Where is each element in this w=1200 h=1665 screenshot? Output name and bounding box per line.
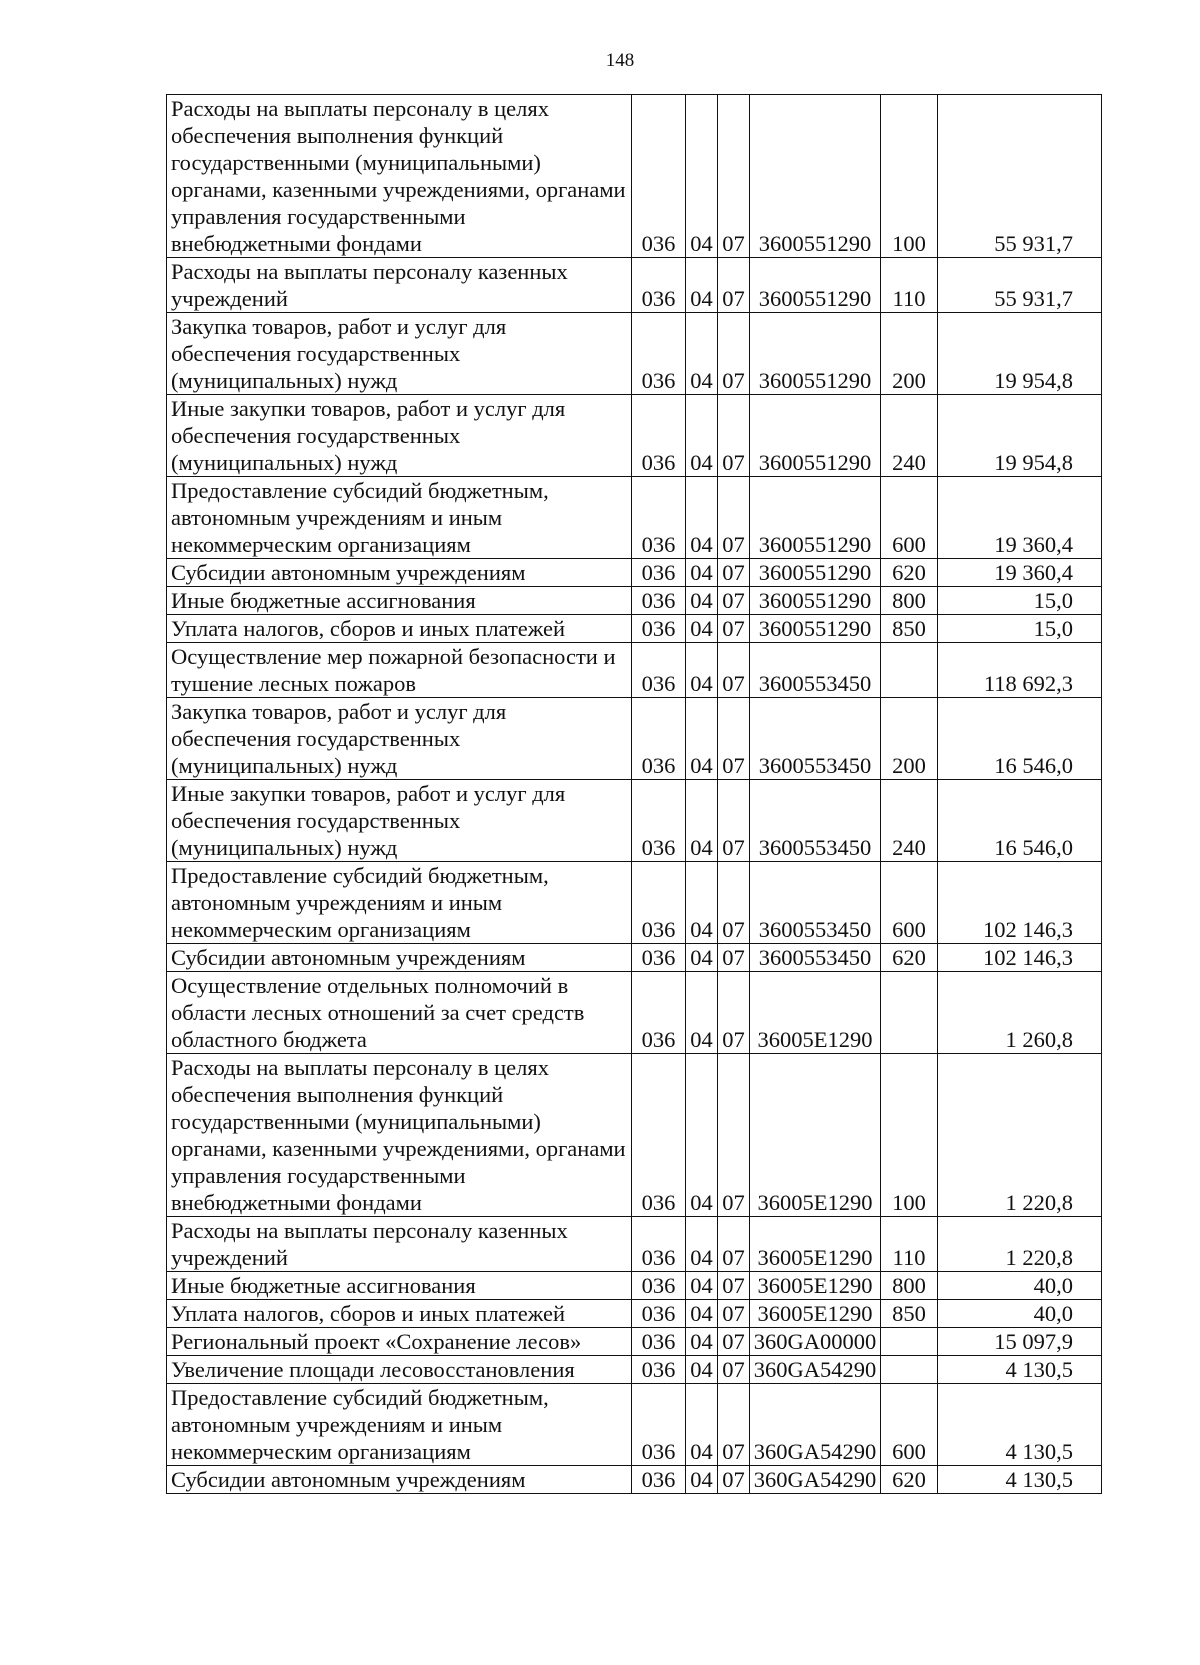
cell-grbs-code: 036 [632,258,686,313]
cell-grbs-code: 036 [632,698,686,780]
cell-section-code: 04 [686,1384,718,1466]
cell-expense-name: Осуществление мер пожарной безопасности и тушение лесных пожаров [167,643,632,698]
cell-subsection-code: 07 [718,395,750,477]
cell-subsection-code: 07 [718,1466,750,1494]
cell-expense-type-code: 800 [881,1272,938,1300]
cell-expense-name: Иные бюджетные ассигнования [167,587,632,615]
table-row [167,587,1102,615]
cell-expense-type-code: 240 [881,780,938,862]
cell-section-code: 04 [686,313,718,395]
table-row [167,780,1102,862]
table-row [167,698,1102,780]
cell-expense-type-code [881,1328,938,1356]
cell-expense-name: Субсидии автономным учреждениям [167,1466,632,1494]
cell-section-code: 04 [686,615,718,643]
cell-amount: 19 954,8 [938,313,1102,395]
cell-target-article-code: 360GA00000 [750,1328,881,1356]
cell-section-code: 04 [686,1272,718,1300]
cell-section-code: 04 [686,698,718,780]
cell-section-code: 04 [686,1356,718,1384]
cell-section-code: 04 [686,559,718,587]
cell-expense-type-code: 600 [881,862,938,944]
cell-expense-type-code: 110 [881,258,938,313]
cell-amount: 1 220,8 [938,1217,1102,1272]
budget-table-body [167,95,1102,1494]
cell-expense-type-code: 620 [881,559,938,587]
cell-expense-name: Расходы на выплаты персоналу в целях обеспечения выполнения функций государственными (муниципальными) органами, казенными учреждениями, органами управления государственными внебюджетными фондами [167,95,632,258]
cell-subsection-code: 07 [718,95,750,258]
table-row [167,944,1102,972]
cell-target-article-code: 3600551290 [750,258,881,313]
cell-expense-type-code [881,643,938,698]
cell-expense-name: Иные закупки товаров, работ и услуг для обеспечения государственных (муниципальных) нужд [167,780,632,862]
cell-expense-name: Закупка товаров, работ и услуг для обеспечения государственных (муниципальных) нужд [167,698,632,780]
cell-target-article-code: 3600553450 [750,780,881,862]
cell-expense-name: Расходы на выплаты персоналу казенных учреждений [167,1217,632,1272]
cell-section-code: 04 [686,477,718,559]
cell-amount: 118 692,3 [938,643,1102,698]
cell-expense-type-code: 620 [881,1466,938,1494]
cell-grbs-code: 036 [632,615,686,643]
cell-target-article-code: 36005E1290 [750,1272,881,1300]
cell-grbs-code: 036 [632,1466,686,1494]
cell-expense-name: Региональный проект «Сохранение лесов» [167,1328,632,1356]
cell-section-code: 04 [686,643,718,698]
cell-section-code: 04 [686,1328,718,1356]
table-row [167,95,1102,258]
cell-amount: 19 360,4 [938,559,1102,587]
cell-amount: 19 360,4 [938,477,1102,559]
cell-grbs-code: 036 [632,587,686,615]
cell-grbs-code: 036 [632,1300,686,1328]
cell-target-article-code: 360GA54290 [750,1466,881,1494]
cell-expense-name: Увеличение площади лесовосстановления [167,1356,632,1384]
table-row [167,1272,1102,1300]
table-row [167,1356,1102,1384]
cell-grbs-code: 036 [632,1054,686,1217]
cell-grbs-code: 036 [632,944,686,972]
cell-expense-name: Иные бюджетные ассигнования [167,1272,632,1300]
table-row [167,313,1102,395]
cell-section-code: 04 [686,258,718,313]
cell-subsection-code: 07 [718,559,750,587]
cell-grbs-code: 036 [632,1217,686,1272]
cell-amount: 16 546,0 [938,780,1102,862]
cell-amount: 102 146,3 [938,944,1102,972]
table-row [167,862,1102,944]
cell-amount: 4 130,5 [938,1384,1102,1466]
cell-amount: 40,0 [938,1300,1102,1328]
cell-section-code: 04 [686,395,718,477]
cell-expense-type-code: 200 [881,698,938,780]
cell-section-code: 04 [686,1217,718,1272]
cell-target-article-code: 36005E1290 [750,1300,881,1328]
cell-grbs-code: 036 [632,972,686,1054]
cell-expense-name: Субсидии автономным учреждениям [167,944,632,972]
cell-expense-name: Уплата налогов, сборов и иных платежей [167,1300,632,1328]
cell-amount: 1 220,8 [938,1054,1102,1217]
cell-expense-name: Расходы на выплаты персоналу в целях обеспечения выполнения функций государственными (муниципальными) органами, казенными учреждениями, органами управления государственными внебюджетными фондами [167,1054,632,1217]
budget-table [166,94,1102,1494]
cell-expense-name: Уплата налогов, сборов и иных платежей [167,615,632,643]
cell-expense-type-code: 200 [881,313,938,395]
cell-section-code: 04 [686,862,718,944]
cell-target-article-code: 3600551290 [750,559,881,587]
cell-expense-type-code [881,972,938,1054]
cell-amount: 4 130,5 [938,1356,1102,1384]
table-row [167,1384,1102,1466]
table-row [167,395,1102,477]
cell-target-article-code: 3600551290 [750,477,881,559]
cell-grbs-code: 036 [632,395,686,477]
cell-section-code: 04 [686,95,718,258]
cell-subsection-code: 07 [718,1054,750,1217]
cell-subsection-code: 07 [718,1272,750,1300]
cell-amount: 15,0 [938,615,1102,643]
cell-amount: 15 097,9 [938,1328,1102,1356]
table-row [167,1217,1102,1272]
cell-subsection-code: 07 [718,972,750,1054]
cell-expense-name: Предоставление субсидий бюджетным, автономным учреждениям и иным некоммерческим организациям [167,1384,632,1466]
cell-grbs-code: 036 [632,313,686,395]
cell-grbs-code: 036 [632,643,686,698]
cell-expense-type-code: 620 [881,944,938,972]
cell-target-article-code: 3600553450 [750,862,881,944]
page-number: 148 [605,50,635,71]
table-row [167,1300,1102,1328]
cell-target-article-code: 36005E1290 [750,1217,881,1272]
cell-amount: 55 931,7 [938,258,1102,313]
cell-subsection-code: 07 [718,698,750,780]
cell-grbs-code: 036 [632,780,686,862]
cell-amount: 102 146,3 [938,862,1102,944]
cell-section-code: 04 [686,1300,718,1328]
table-row [167,258,1102,313]
cell-subsection-code: 07 [718,615,750,643]
cell-target-article-code: 360GA54290 [750,1384,881,1466]
cell-subsection-code: 07 [718,258,750,313]
cell-target-article-code: 360GA54290 [750,1356,881,1384]
cell-expense-type-code: 800 [881,587,938,615]
cell-grbs-code: 036 [632,95,686,258]
cell-subsection-code: 07 [718,1356,750,1384]
cell-expense-type-code: 850 [881,1300,938,1328]
cell-target-article-code: 3600551290 [750,395,881,477]
table-row [167,643,1102,698]
cell-grbs-code: 036 [632,1384,686,1466]
cell-target-article-code: 3600551290 [750,95,881,258]
cell-subsection-code: 07 [718,944,750,972]
cell-expense-name: Предоставление субсидий бюджетным, автономным учреждениям и иным некоммерческим организациям [167,477,632,559]
cell-subsection-code: 07 [718,643,750,698]
cell-expense-type-code: 110 [881,1217,938,1272]
cell-section-code: 04 [686,972,718,1054]
cell-expense-name: Осуществление отдельных полномочий в области лесных отношений за счет средств областного бюджета [167,972,632,1054]
cell-section-code: 04 [686,587,718,615]
cell-grbs-code: 036 [632,1356,686,1384]
cell-subsection-code: 07 [718,477,750,559]
cell-target-article-code: 3600553450 [750,944,881,972]
cell-expense-type-code: 100 [881,95,938,258]
table-row [167,1328,1102,1356]
cell-subsection-code: 07 [718,1384,750,1466]
cell-grbs-code: 036 [632,862,686,944]
cell-grbs-code: 036 [632,1272,686,1300]
cell-expense-type-code [881,1356,938,1384]
cell-expense-name: Расходы на выплаты персоналу казенных учреждений [167,258,632,313]
cell-subsection-code: 07 [718,313,750,395]
cell-target-article-code: 3600551290 [750,587,881,615]
cell-grbs-code: 036 [632,477,686,559]
cell-target-article-code: 3600551290 [750,313,881,395]
cell-subsection-code: 07 [718,780,750,862]
cell-section-code: 04 [686,1054,718,1217]
cell-target-article-code: 3600553450 [750,643,881,698]
cell-amount: 19 954,8 [938,395,1102,477]
cell-section-code: 04 [686,944,718,972]
cell-subsection-code: 07 [718,862,750,944]
cell-expense-type-code: 100 [881,1054,938,1217]
cell-amount: 15,0 [938,587,1102,615]
cell-expense-type-code: 600 [881,477,938,559]
cell-amount: 1 260,8 [938,972,1102,1054]
cell-target-article-code: 3600551290 [750,615,881,643]
cell-expense-type-code: 600 [881,1384,938,1466]
cell-expense-type-code: 850 [881,615,938,643]
cell-expense-name: Субсидии автономным учреждениям [167,559,632,587]
table-row [167,972,1102,1054]
cell-subsection-code: 07 [718,1217,750,1272]
cell-section-code: 04 [686,780,718,862]
cell-amount: 4 130,5 [938,1466,1102,1494]
table-row [167,1054,1102,1217]
cell-expense-type-code: 240 [881,395,938,477]
cell-amount: 16 546,0 [938,698,1102,780]
table-row [167,559,1102,587]
cell-subsection-code: 07 [718,1328,750,1356]
cell-section-code: 04 [686,1466,718,1494]
table-row [167,615,1102,643]
cell-subsection-code: 07 [718,1300,750,1328]
cell-grbs-code: 036 [632,1328,686,1356]
cell-target-article-code: 3600553450 [750,698,881,780]
cell-amount: 40,0 [938,1272,1102,1300]
cell-grbs-code: 036 [632,559,686,587]
cell-expense-name: Иные закупки товаров, работ и услуг для обеспечения государственных (муниципальных) нужд [167,395,632,477]
table-row [167,477,1102,559]
table-row [167,1466,1102,1494]
cell-target-article-code: 36005E1290 [750,1054,881,1217]
cell-expense-name: Закупка товаров, работ и услуг для обеспечения государственных (муниципальных) нужд [167,313,632,395]
cell-expense-name: Предоставление субсидий бюджетным, автономным учреждениям и иным некоммерческим организациям [167,862,632,944]
cell-target-article-code: 36005E1290 [750,972,881,1054]
cell-amount: 55 931,7 [938,95,1102,258]
cell-subsection-code: 07 [718,587,750,615]
